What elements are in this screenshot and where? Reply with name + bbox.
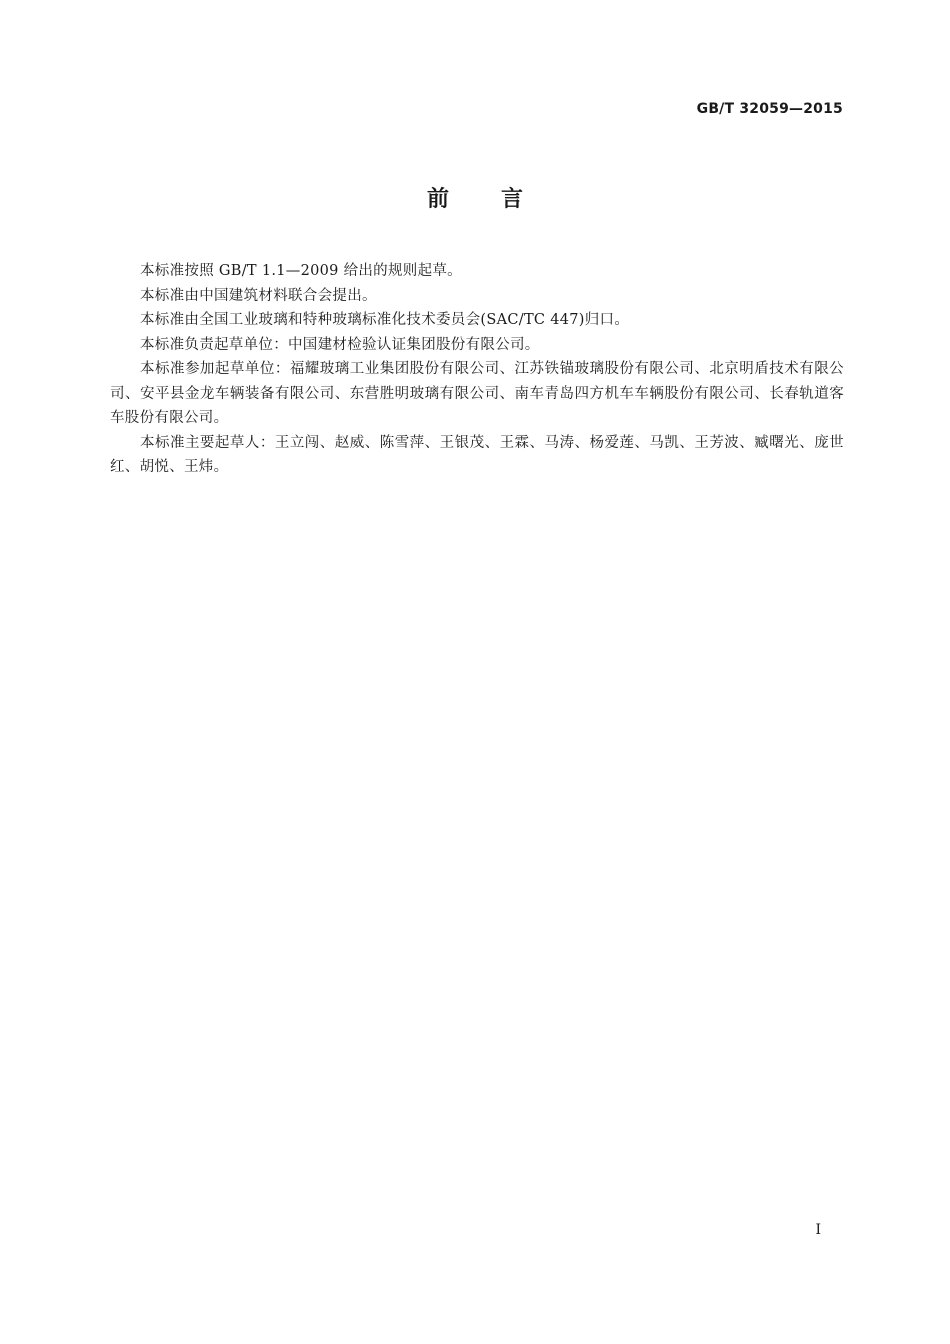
paragraph-responsible-drafter: 本标准负责起草单位：中国建材检验认证集团股份有限公司。	[140, 336, 540, 353]
document-body	[110, 259, 844, 480]
page-number: I	[815, 1222, 821, 1238]
paragraph-main-drafters: 本标准主要起草人：王立闯、赵威、陈雪萍、王银茂、王霖、马涛、杨爱莲、马凯、王芳波、臧曙光、庞世红、胡悦、王炜。	[110, 434, 844, 475]
standard-code: GB/T 32059—2015	[696, 101, 843, 117]
paragraph-drafting-rules: 本标准按照 GB/T 1.1—2009 给出的规则起草。	[140, 263, 462, 279]
paragraph-technical-committee: 本标准由全国工业玻璃和特种玻璃标准化技术委员会(SAC/TC 447)归口。	[140, 312, 630, 328]
page-title: 前言	[426, 187, 575, 212]
paragraph-proposer: 本标准由中国建筑材料联合会提出。	[140, 287, 377, 304]
paragraph-participating-drafters: 本标准参加起草单位：福耀玻璃工业集团股份有限公司、江苏铁锚玻璃股份有限公司、北京明盾技术有限公司、安平县金龙车辆装备有限公司、东营胜明玻璃有限公司、南车青岛四方机车车辆股份有限公司、长春轨道客车股份有限公司。	[110, 361, 844, 426]
